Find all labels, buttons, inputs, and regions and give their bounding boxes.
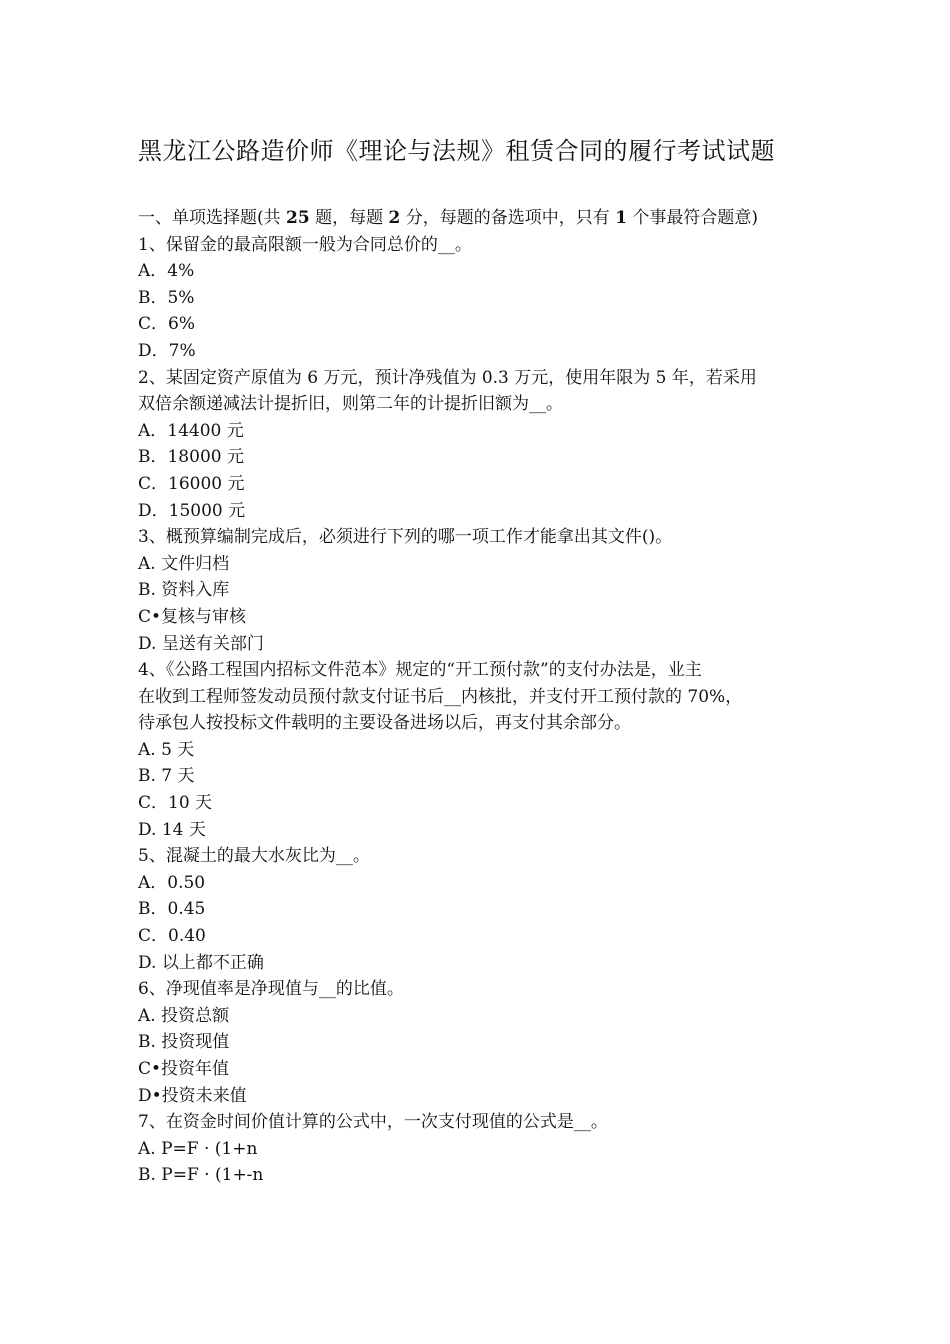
answer-option: D. 以上都不正确 <box>138 952 264 973</box>
question-stem: 在收到工程师签发动员预付款支付证书后__内核批，并支付开工预付款的 70%， <box>138 686 743 707</box>
answer-option: A. P=F · (1+n <box>138 1138 258 1159</box>
answer-option: D．7% <box>138 340 196 361</box>
question-7 <box>138 1109 818 1189</box>
answer-option: C．0.40 <box>138 926 206 947</box>
answer-option: B. 资料入库 <box>138 580 230 601</box>
question-count: 25 <box>286 208 310 228</box>
question-6 <box>138 976 818 1109</box>
section-header-text: 一、单项选择题(共 <box>138 208 287 228</box>
answer-option: B. 7 天 <box>138 766 195 787</box>
answer-option: C．10 天 <box>138 793 213 814</box>
answer-option: A．4% <box>138 261 195 282</box>
answer-option: D•投资未来值 <box>138 1085 247 1106</box>
answer-option: A. 文件归档 <box>138 553 230 574</box>
question-stem: 6、净现值率是净现值与__的比值。 <box>138 979 404 1000</box>
question-3 <box>138 524 818 657</box>
question-stem: 双倍余额递减法计提折旧，则第二年的计提折旧额为__。 <box>138 394 563 415</box>
answer-option: B．0.45 <box>138 899 206 920</box>
question-stem: 5、混凝土的最大水灰比为__。 <box>138 846 370 867</box>
answer-option: B. P=F · (1+-n <box>138 1165 264 1186</box>
answer-option: C•复核与审核 <box>138 606 247 627</box>
answer-option: B．18000 元 <box>138 447 244 468</box>
answer-option: B. 投资现值 <box>138 1032 230 1053</box>
question-stem: 待承包人按投标文件载明的主要设备进场以后，再支付其余部分。 <box>138 713 631 734</box>
question-5 <box>138 843 818 976</box>
section-header-text: 分，每题的备选项中，只有 <box>400 208 616 228</box>
document-title: 黑龙江公路造价师《理论与法规》租赁合同的履行考试试题 <box>138 137 775 165</box>
question-2 <box>138 365 818 525</box>
answer-option: C．16000 元 <box>138 473 245 494</box>
question-stem: 4、《公路工程国内招标文件范本》规定的“开工预付款”的支付办法是，业主 <box>138 660 702 681</box>
question-stem: 3、概预算编制完成后，必须进行下列的哪一项工作才能拿出其文件()。 <box>138 527 673 548</box>
question-stem: 2、某固定资产原值为 6 万元，预计净残值为 0.3 万元，使用年限为 5 年，若采用 <box>138 367 757 388</box>
answer-option: D．15000 元 <box>138 500 246 521</box>
question-4 <box>138 657 818 843</box>
answer-option: A．14400 元 <box>138 420 244 441</box>
section-header <box>138 205 818 232</box>
section-header-text: 题，每题 <box>309 208 389 228</box>
question-1 <box>138 232 818 365</box>
answer-option: D. 呈送有关部门 <box>138 633 264 654</box>
answer-option: A．0.50 <box>138 872 206 893</box>
question-list <box>138 232 818 1189</box>
correct-count: 1 <box>615 208 628 228</box>
document-body <box>138 205 818 1189</box>
answer-option: C•投资年值 <box>138 1059 230 1079</box>
answer-option: A. 投资总额 <box>138 1005 230 1026</box>
question-stem: 7、在资金时间价值计算的公式中，一次支付现值的公式是__。 <box>138 1112 608 1133</box>
answer-option: A. 5 天 <box>138 739 195 760</box>
question-stem: 1、保留金的最高限额一般为合同总价的__。 <box>138 234 472 255</box>
answer-option: D. 14 天 <box>138 819 206 840</box>
answer-option: C．6% <box>138 314 195 335</box>
answer-option: B．5% <box>138 287 195 308</box>
points-per-question: 2 <box>388 208 401 228</box>
section-header-text: 个事最符合题意) <box>627 208 759 228</box>
